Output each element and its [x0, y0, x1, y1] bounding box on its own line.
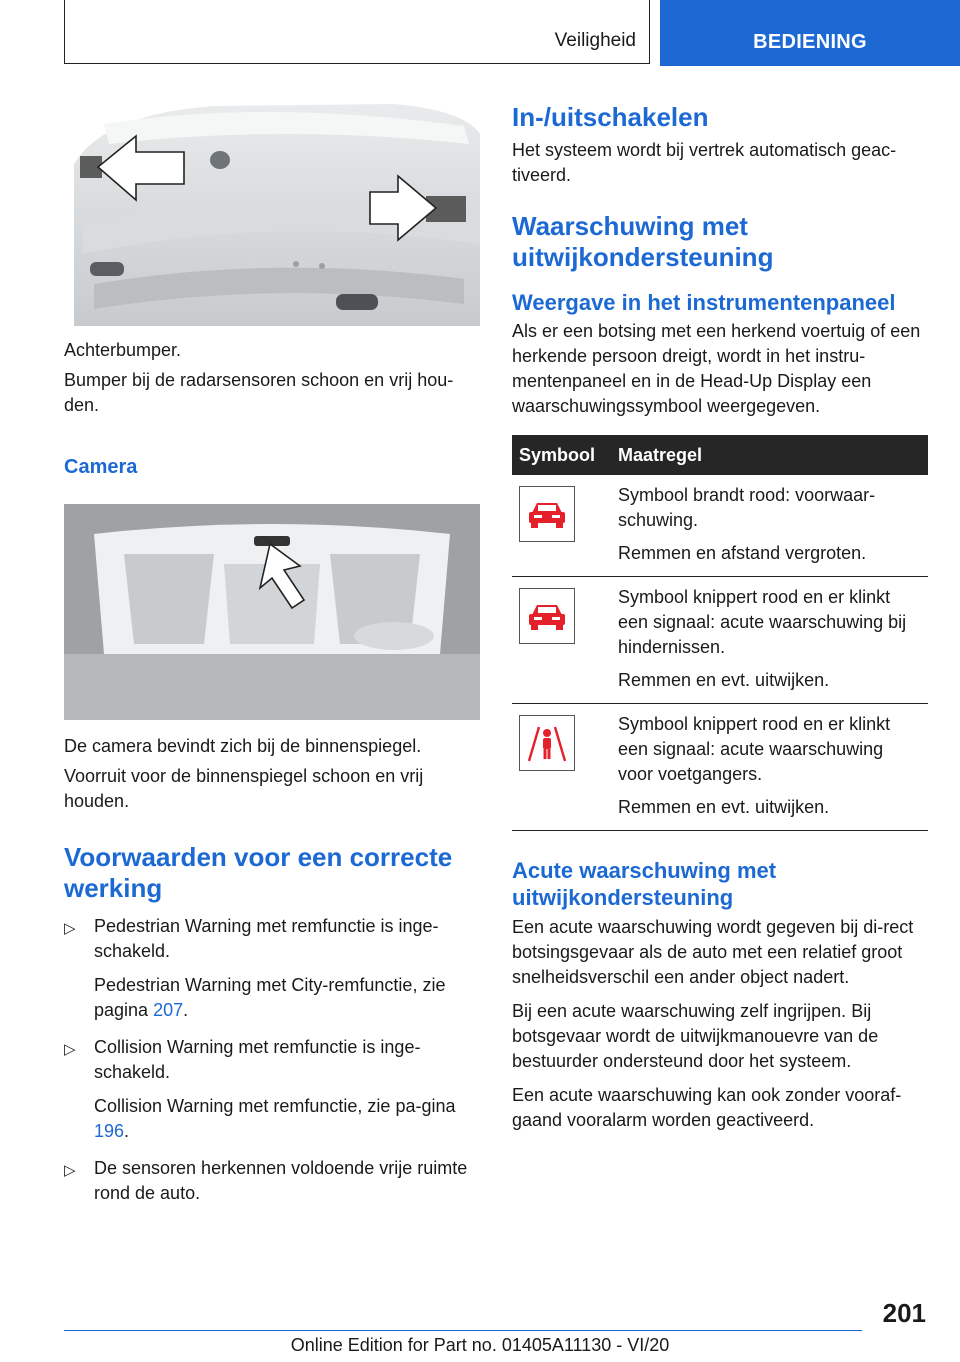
onoff-text: Het systeem wordt bij vertrek automatisch geac-tiveerd.: [512, 140, 897, 185]
page-link[interactable]: 207: [153, 1000, 184, 1020]
measure-cell: [611, 475, 928, 577]
table-row: [512, 577, 928, 704]
warning-heading: Waarschuwing met uitwijkondersteuning: [512, 211, 774, 272]
display-heading: Weergave in het instrumentenpaneel: [512, 290, 896, 315]
measure-action: Remmen en afstand vergroten.: [618, 543, 867, 563]
measure-cell: [611, 577, 928, 704]
conditions-heading: Voorwaarden voor een correcte werking: [64, 842, 453, 903]
page-number: 201: [882, 1298, 926, 1328]
camera-heading: Camera: [64, 456, 138, 478]
acute-paragraph-2: Bij een acute waarschuwing zelf ingrijpen. Bij botsgevaar wordt de uitwijkmanouevre van de bestuurder ondersteund door het systeem.: [512, 1001, 879, 1071]
condition-reference: Pedestrian Warning met City-remfunctie, zie pagina 207.: [94, 975, 446, 1020]
acute-heading: Acute waarschuwing met uitwijkondersteuning: [512, 858, 777, 910]
left-column: [64, 104, 480, 1218]
measure-description: Symbool knippert rood en er klinkt een signaal: acute waarschuwing bij hindernissen.: [618, 587, 907, 657]
acute-paragraph-3: Een acute waarschuwing kan ook zonder vooraf-gaand vooralarm worden geactiveerd.: [512, 1085, 902, 1130]
list-item: [64, 914, 480, 1023]
symbol-cell: [512, 577, 611, 704]
table-row: [512, 704, 928, 831]
triangle-bullet-icon: ▷: [64, 920, 76, 937]
camera-caption: De camera bevindt zich bij de binnenspiegel.: [64, 736, 422, 756]
right-column: [512, 102, 928, 1133]
camera-illustration: [64, 504, 480, 720]
condition-text: Collision Warning met remfunctie is inge-schakeld.: [94, 1037, 421, 1082]
header-chapter-tab[interactable]: BEDIENING: [660, 0, 960, 66]
list-item: [64, 1035, 480, 1144]
measure-action: Remmen en evt. uitwijken.: [618, 797, 830, 817]
measure-action: Remmen en evt. uitwijken.: [618, 670, 830, 690]
conditions-list: [64, 914, 480, 1206]
condition-reference: Collision Warning met remfunctie, zie pa-gina 196.: [94, 1096, 456, 1141]
condition-text: Pedestrian Warning met remfunctie is inge-schakeld.: [94, 916, 439, 961]
bumper-instruction: Bumper bij de radarsensoren schoon en vrij hou-den.: [64, 370, 454, 415]
acute-paragraph-1: Een acute waarschuwing wordt gegeven bij di-rect botsingsgevaar als de auto met een relatief groot snelheidsverschil een ander object nadert.: [512, 917, 914, 987]
bumper-caption: Achterbumper.: [64, 340, 182, 360]
red-car-warning-icon: [519, 588, 575, 644]
header-section-title: Veiligheid: [554, 30, 636, 51]
footer-edition: Online Edition for Part no. 01405A11130 - VI/20: [290, 1335, 670, 1355]
pedestrian-warning-icon: [519, 715, 575, 771]
condition-text: De sensoren herkennen voldoende vrije ruimte rond de auto.: [94, 1158, 468, 1203]
table-header-row: [512, 435, 928, 475]
symbol-cell: [512, 475, 611, 577]
triangle-bullet-icon: ▷: [64, 1162, 76, 1179]
column-header-measure: Maatregel: [611, 435, 928, 475]
rear-bumper-illustration: [64, 104, 480, 326]
symbol-table: [512, 435, 928, 831]
display-text: Als er een botsing met een herkend voertuig of een herkende persoon dreigt, wordt in het instru-mentenpaneel en in de Head-Up Display een waarschuwingssymbool weergegeven.: [512, 321, 921, 416]
symbol-cell: [512, 704, 611, 831]
list-item: [64, 1156, 480, 1206]
measure-description: Symbool knippert rood en er klinkt een signaal: acute waarschuwing voor voetgangers.: [618, 714, 891, 784]
red-car-warning-icon: [519, 486, 575, 542]
triangle-bullet-icon: ▷: [64, 1041, 76, 1058]
column-header-symbol: Symbool: [512, 435, 611, 475]
camera-instruction: Voorruit voor de binnenspiegel schoon en vrij houden.: [64, 766, 424, 811]
onoff-heading: In-/uitschakelen: [512, 102, 709, 132]
table-row: [512, 475, 928, 577]
page-link[interactable]: 196: [94, 1121, 125, 1141]
measure-description: Symbool brandt rood: voorwaar-schuwing.: [618, 485, 876, 530]
footer-divider: [64, 1330, 862, 1331]
measure-cell: [611, 704, 928, 831]
